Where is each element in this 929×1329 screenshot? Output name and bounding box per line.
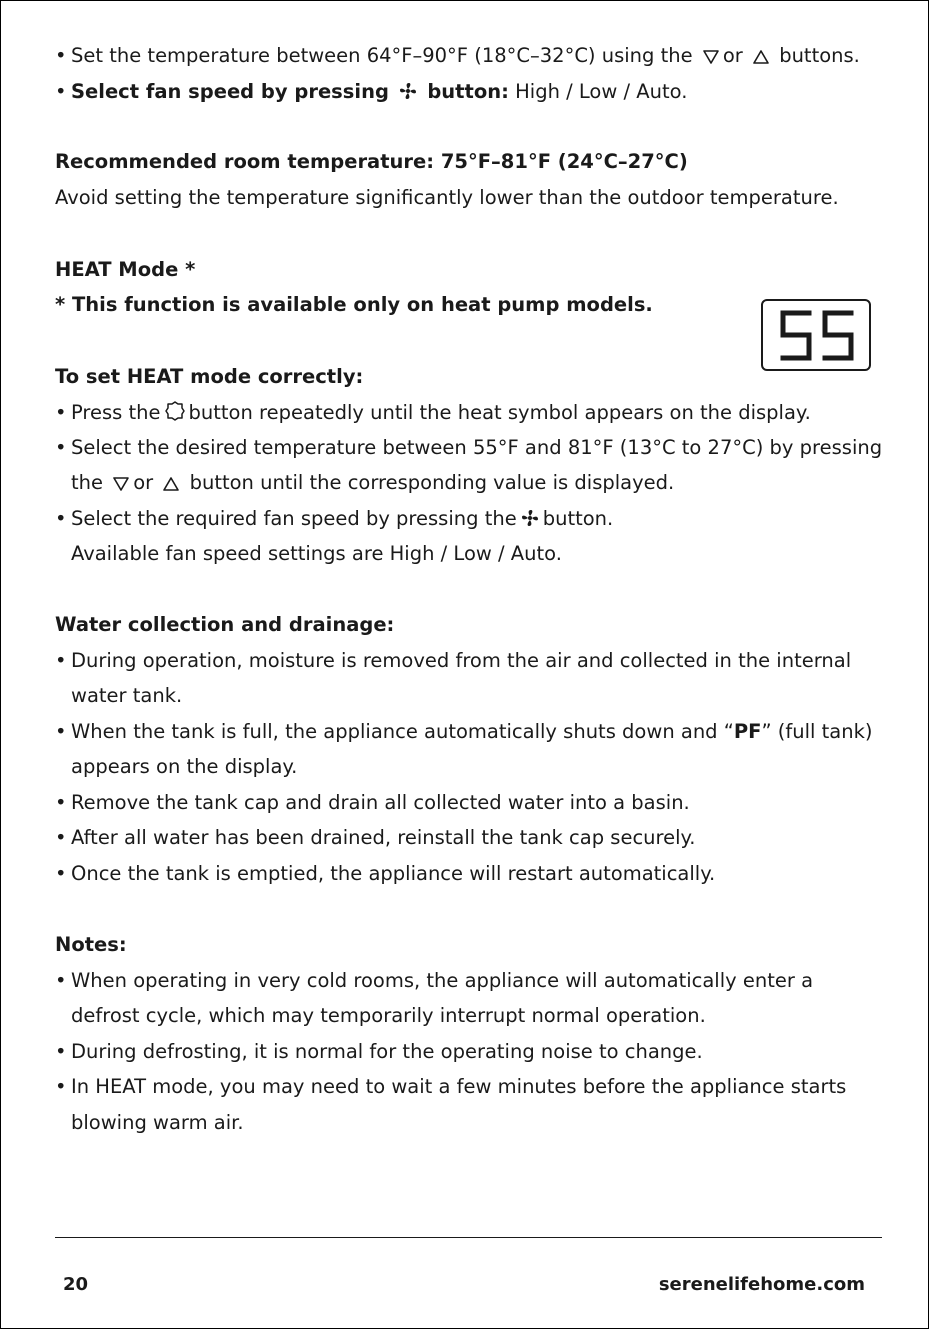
heat-bullet-3-cont: Available fan speed settings are High / Low / Auto. [71,542,562,565]
water-bullet-2-cont: appears on the display. [71,755,298,778]
seven-segment-55 [763,301,869,369]
water-bullet-1-cont: water tank. [71,684,183,707]
triangle-down-outline-icon [112,474,130,498]
heat-bullet-3: • Select the required fan speed by pressing the button. [55,507,889,534]
notes-bullet-1: • When operating in very cold rooms, the appliance will automatically enter a [55,969,814,992]
heat-bullet-2: • Select the desired temperature between 55°F and 81°F (13°C to 27°C) by pressing [55,436,883,459]
notes-bullet-3: • In HEAT mode, you may need to wait a few minutes before the appliance starts [55,1075,847,1098]
water-bullet-3: • Remove the tank cap and drain all collected water into a basin. [55,791,690,814]
water-bullet-2: • When the tank is full, the appliance automatically shuts down and “PF” (full tank) [55,720,873,743]
notes-bullet-3-cont: blowing warm air. [71,1111,244,1134]
triangle-down-outline-icon [702,47,720,71]
recommended-heading: Recommended room temperature: 75°F–81°F (24°C–27°C) [55,150,688,173]
notes-heading: Notes: [55,933,127,956]
notes-bullet-1-cont: defrost cycle, which may temporarily interrupt normal operation. [71,1004,706,1027]
temperature-display [761,299,871,371]
water-bullet-5: • Once the tank is emptied, the appliance will restart automatically. [55,862,716,885]
temp-range-bullet: • Set the temperature between 64°F–90°F (18°C–32°C) using the or buttons. [55,44,889,71]
heat-pump-note: * This function is available only on heat pump models. [55,293,653,316]
triangle-up-outline-icon [752,47,770,71]
heat-mode-heading: HEAT Mode * [55,258,196,281]
fan-icon [398,81,418,107]
fan-speed-bullet: • Select fan speed by pressing button: High / Low / Auto. [55,80,889,107]
footer-divider [55,1237,882,1238]
water-bullet-4: • After all water has been drained, reinstall the tank cap securely. [55,826,696,849]
recommended-text: Avoid setting the temperature significantly lower than the outdoor temperature. [55,186,839,209]
page-number: 20 [63,1274,89,1295]
set-heat-heading: To set HEAT mode correctly: [55,365,364,388]
triangle-up-outline-icon [162,474,180,498]
heat-bullet-1: • Press the button repeatedly until the heat symbol appears on the display. [55,400,889,428]
water-heading: Water collection and drainage: [55,613,395,636]
fan-icon [520,508,540,534]
mode-button-icon [164,400,186,428]
website-link[interactable]: serenelifehome.com [658,1274,865,1295]
heat-bullet-2-cont: the or button until the corresponding value is displayed. [71,471,889,498]
notes-bullet-2: • During defrosting, it is normal for the operating noise to change. [55,1040,703,1063]
water-bullet-1: • During operation, moisture is removed from the air and collected in the internal [55,649,852,672]
